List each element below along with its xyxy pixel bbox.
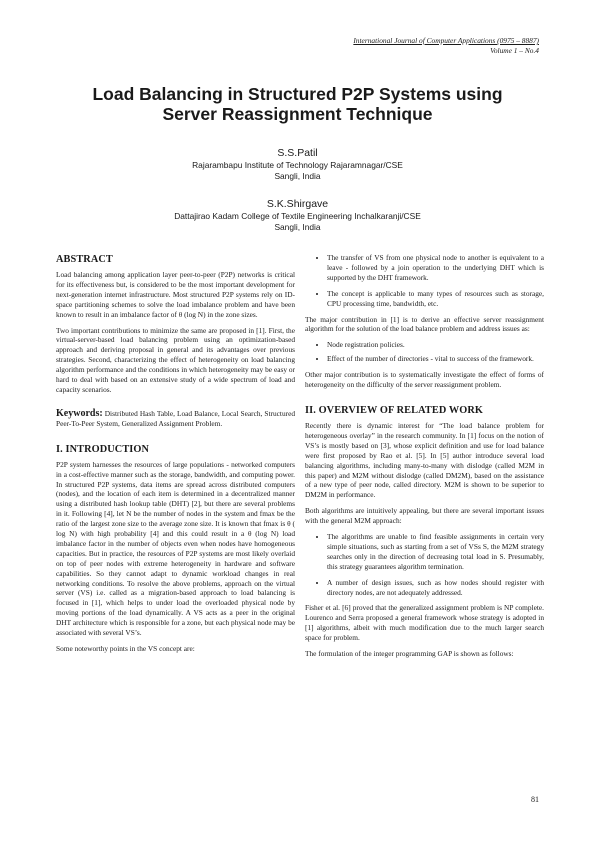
related-work-paragraph-1: Recently there is dynamic interest for “The load balance problem for heterogeneous overlay” in the research community. In [1] focus on the notion of VS’s is mostly based on [3], whose explicit definition and use for load balance were first proposed by Rao et al. [5]. In [5] author introduce several load balancing algorithms, including many-to-many with dislodge (called M2M in this paper) and M2M without dislodge (called DM2M), based on the assistance of a new type of peer node, called directory. M2M is shown to be superior to DM2M in performance. <box>305 420 544 500</box>
author-affiliation: Dattajirao Kadam College of Textile Engineering Inchalkaranji/CSE <box>174 211 421 221</box>
vs-points-list <box>305 253 544 309</box>
list-item: • The algorithms are unable to find feasible assignments in certain very simple situations, such as starting from a set of VSs S, the M2M strategy searches only in the direction of decreasing total load in S. Presumably, this strategy guarantees algorithm termination. <box>327 532 544 572</box>
journal-name: International Journal of Computer Applications (0975 – 8887) <box>353 36 539 45</box>
introduction-paragraph: P2P system harnesses the resources of large populations - networked computers in a cost-effective manner such as the storage, bandwidth, and computing power. In structured P2P systems, data items are spread across distributed computers (nodes), and the location of each item is determined in a decentralized manner using a distributed hash lookup table (DHT) [2], but there are several problems in it. Following [4], let N be the number of nodes in the system and fmax be the ratio of the largest zone size to the average zone size. It is known that fmax is θ ( log N) with high probability [4] and this could result in a θ (log N) load imbalance factor in the number of objects even when nodes have homogeneous capacities. But in practice, the resources of P2P systems are most likely overlaid on top of peer nodes with extreme heterogeneity in hardware and software capabilities. So they cannot adapt to dynamic workload changes in real networking conditions. To resolve the above problems, approach on the virtual server (VS) i.e. called as a migration-based approach to load balancing is focused in [1], which helps to under load the overloaded physical node by moving portions of the load dynamically. A VS acts as a peer in the original DHT architecture which is responsible for a zone, but each physical node may be associated with several VS’s. <box>56 459 295 638</box>
formulation-paragraph: The formulation of the integer programming GAP is shown as follows: <box>305 649 514 659</box>
keywords-label: Keywords: <box>56 407 103 419</box>
list-item: • The concept is applicable to many types of resources such as storage, CPU processing time, bandwidth, etc. <box>327 289 544 309</box>
related-work-heading: II. OVERVIEW OF RELATED WORK <box>305 404 483 416</box>
list-item: • Effect of the number of directories - vital to success of the framework. <box>327 354 544 364</box>
left-column <box>56 253 295 660</box>
journal-volume: Volume 1 – No.4 <box>490 46 539 55</box>
author-affiliation: Rajarambapu Institute of Technology Rajaramnagar/CSE <box>192 160 403 170</box>
abstract-paragraph-1: Load balancing among application layer peer-to-peer (P2P) networks is critical for its effectiveness but, is considered to be the most important development for next-generation internet infrastructure. Most structured P2P systems rely on ID-space partitioning schemes to solve the load imbalance problem and have been known to result in an imbalance factor of θ (log N) in the zone sizes. <box>56 270 295 319</box>
m2m-issues-list <box>305 532 544 597</box>
related-work-paragraph-2: Both algorithms are intuitively appealing, but there are several important issues with the general M2M approach: <box>305 506 544 526</box>
list-item: • A number of design issues, such as how nodes should register with directory nodes, are not adequately addressed. <box>327 578 544 598</box>
issues-list <box>305 340 544 364</box>
page-number: 81 <box>531 795 539 804</box>
author-name: S.S.Patil <box>277 147 318 159</box>
author-location: Sangli, India <box>274 222 321 232</box>
paper-title-line2: Server Reassignment Technique <box>162 104 433 124</box>
introduction-tail: Some noteworthy points in the VS concept are: <box>56 644 195 653</box>
abstract-paragraph-2: Two important contributions to minimize the same are proposed in [1]. First, the virtual-server-based load balancing problem using an optimization-based approach and deriving proposal in general and its advantages over previous strategies. Second, characterizing the effect of heterogeneity on load balancing algorithm performance and the conditions in which heterogeneity may be easy or hard to deal with based on an extensive study of a wide spectrum of load and capacity scenarios. <box>56 325 295 394</box>
paper-title-line1: Load Balancing in Structured P2P Systems using <box>92 84 503 104</box>
journal-header <box>353 36 539 56</box>
right-column <box>305 253 544 665</box>
author-block-2 <box>40 197 555 233</box>
keywords-text: Distributed Hash Table, Load Balance, Local Search, Structured Peer-To-Peer System, Generalized Assignment Problem. <box>56 408 295 428</box>
author-location: Sangli, India <box>274 171 321 181</box>
other-contribution-paragraph: Other major contribution is to systematically investigate the effect of forms of heterogeneity on the difficulty of the server reassignment problem. <box>305 370 544 390</box>
contribution-paragraph: The major contribution in [1] is to derive an effective server reassignment algorithm for the solution of the load balance problem and address issues as: <box>305 314 544 334</box>
list-item: • Node registration policies. <box>327 340 544 350</box>
keywords <box>56 409 295 429</box>
introduction-heading: I. INTRODUCTION <box>56 443 150 455</box>
list-item: • The transfer of VS from one physical node to another is equivalent to a leave - followed by a join operation to the underlying DHT which is supported by the DHT framework. <box>327 253 544 283</box>
paper-title <box>40 84 555 124</box>
fisher-paragraph: Fisher et al. [6] proved that the generalized assignment problem is NP complete. Lourenco and Serra proposed a general framework whose strategy is adopted in [1] algorithms, albeit with much modification due to the much larger search space for problem. <box>305 603 544 643</box>
abstract-heading: ABSTRACT <box>56 254 113 265</box>
author-name: S.K.Shirgave <box>266 198 329 210</box>
author-block-1 <box>40 146 555 182</box>
